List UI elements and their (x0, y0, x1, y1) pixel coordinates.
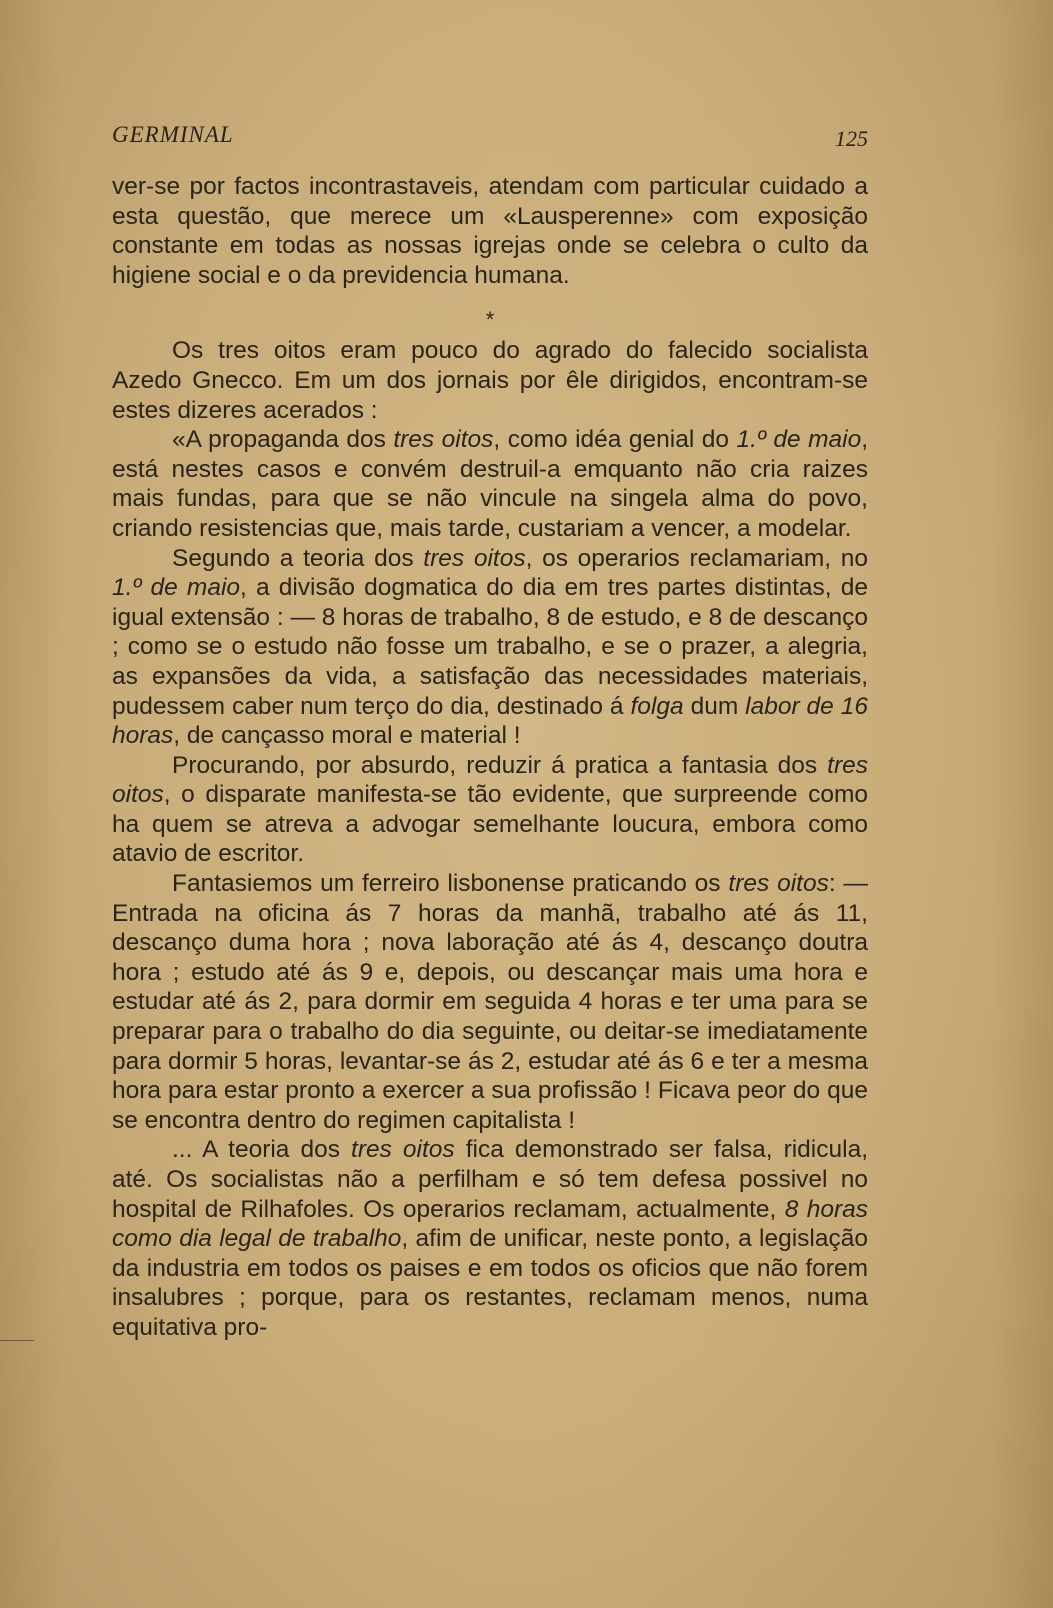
italic-run: folga (630, 692, 684, 720)
paragraph-7 (112, 1135, 868, 1342)
paragraph-6 (112, 869, 868, 1135)
italic-run: labor de 16 horas (112, 692, 868, 750)
italic-run: tres oitos (728, 870, 829, 898)
italic-run: tres oitos (112, 751, 868, 809)
text-run: Fantasiemos um ferreiro lisbonense praticando os (172, 870, 729, 898)
text-run: dum (683, 692, 746, 720)
paragraph-5 (112, 751, 868, 869)
paragraph-2: Os tres oitos eram pouco do agrado do falecido socialista Azedo Gnecco. Em um dos jornais por êle dirigidos, encontram-se estes dizeres acerados : (112, 337, 868, 424)
text-run: Segundo a teoria dos (172, 544, 424, 572)
text-run: , afim de unificar, neste ponto, a legislação da industria em todos os paises e em todos os oficios que não forem insalubres ; porque, para os restantes, reclamam menos, numa equitativa pro- (112, 1225, 868, 1341)
italic-run: 8 horas como dia legal de trabalho (112, 1195, 869, 1253)
text-run: ... A teoria dos (172, 1136, 352, 1164)
text-run: «A propaganda dos (172, 426, 394, 454)
text-run: fica demonstrado ser falsa, ridicula, até. Os socialistas não a perfilham e só tem defesa possivel no hospital de Rilhafoles. Os operarios reclamam, actualmente, (112, 1136, 868, 1223)
body-text (112, 172, 868, 1343)
paragraph-1: ver-se por factos incontrastaveis, atendam com particular cuidado a esta questão, que merece um «Lausperenne» com exposição constante em todas as nossas igrejas onde se celebra o culto da higiene social e o da previdencia humana. (112, 173, 868, 289)
page-header (112, 118, 868, 154)
italic-run: 1.º de maio (736, 426, 862, 454)
paragraph-4 (112, 544, 868, 751)
text-run: : — Entrada na oficina ás 7 horas da manhã, trabalho até ás 11, descanço duma hora ; nova laboração até ás 4, descanço doutra hora ; estudo até ás 9 e, depois, ou descançar mais uma hora e estudar até ás 2, para dormir em seguida 4 horas e ter uma para se preparar para o trabalho do dia seguinte, ou deitar-se imediatamente para dormir 5 horas, levantar-se ás 2, estudar até ás 6 e ter a mesma hora para estar pronto a exercer a sua profissão ! Ficava peor do que se encontra dentro do regimen capitalista ! (112, 870, 868, 1134)
text-run: Procurando, por absurdo, reduzir á pratica a fantasia dos (172, 751, 828, 779)
italic-run: tres oitos (393, 426, 494, 454)
italic-run: tres oitos (351, 1136, 455, 1164)
italic-run: tres oitos (423, 544, 526, 572)
text-run: , como idéa genial do (493, 426, 737, 454)
margin-line (0, 1340, 34, 1341)
italic-run: 1.º de maio (112, 574, 241, 602)
text-run: , os operarios reclamariam, no (525, 544, 868, 572)
running-title: GERMINAL (112, 122, 234, 147)
paragraph-3-quote (112, 425, 868, 543)
section-separator: * (485, 307, 495, 333)
text-run: , o disparate manifesta-se tão evidente, que surpreende como ha quem se atreva a advogar semelhante loucura, embora como atavio de escritor. (112, 781, 868, 868)
text-run: , está nestes casos e convém destruil-a emquanto não cria raizes mais fundas, para que se não vincule na singela alma do povo, criando resistencias que, mais tarde, custariam a vencer, a modelar. (112, 426, 869, 542)
page-number: 125 (835, 126, 868, 151)
text-run: , de cançasso moral e material ! (173, 722, 521, 750)
text-run: , a divisão dogmatica do dia em tres partes distintas, de igual extensão : — 8 horas de trabalho, 8 de estudo, e 8 de descanço ; como se o estudo não fosse um trabalho, e se o prazer, a alegria, as expansões da vida, a satisfação das necessidades materiais, pudessem caber num terço do dia, destinado á (112, 574, 868, 720)
